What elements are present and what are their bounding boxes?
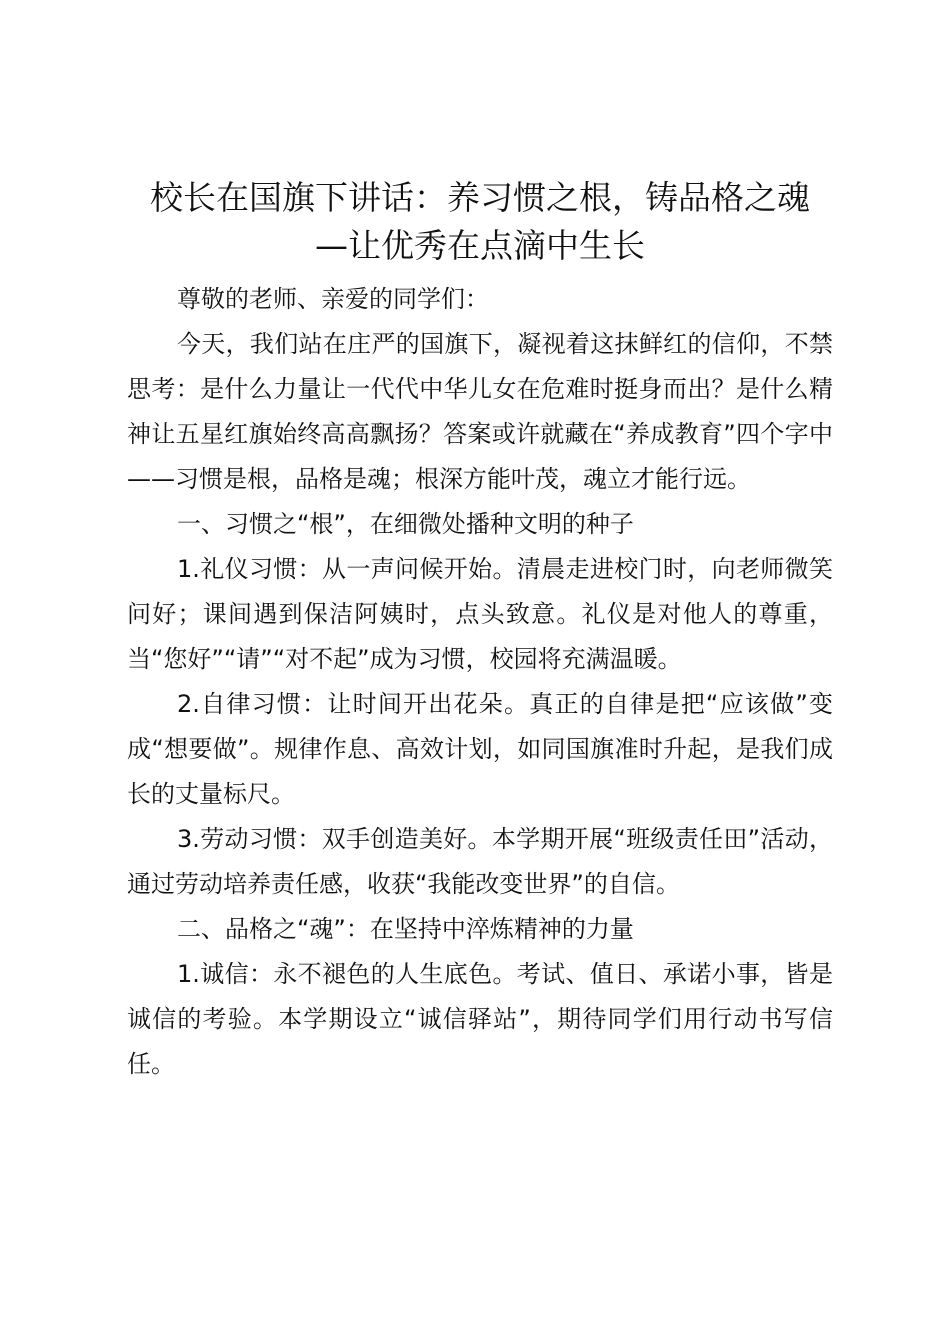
document-body xyxy=(127,277,833,1087)
salutation: 尊敬的老师、亲爱的同学们： xyxy=(177,285,489,313)
document-subtitle: —让优秀在点滴中生长 xyxy=(315,226,645,265)
paragraph-etiquette: 1.礼仪习惯：从一声问候开始。清晨走进校门时，向老师微笑问好；课间遇到保洁阿姨时，点头致意。礼仪是对他人的尊重，当“您好”“请”“对不起”成为习惯，校园将充满温暖。 xyxy=(127,555,833,673)
section-heading-character: 二、品格之“魂”：在坚持中淬炼精神的力量 xyxy=(177,915,634,943)
section-heading-habits: 一、习惯之“根”，在细微处播种文明的种子 xyxy=(177,510,634,538)
paragraph-intro: 今天，我们站在庄严的国旗下，凝视着这抹鲜红的信仰，不禁思考：是什么力量让一代代中华儿女在危难时挺身而出？是什么精神让五星红旗始终高高飘扬？答案或许就藏在“养成教育”四个字中——习惯是根，品格是魂；根深方能叶茂，魂立才能行远。 xyxy=(127,330,833,493)
paragraph-labor: 3.劳动习惯：双手创造美好。本学期开展“班级责任田”活动，通过劳动培养责任感，收获“我能改变世界”的自信。 xyxy=(127,825,833,898)
paragraph-integrity: 1.诚信：永不褪色的人生底色。考试、值日、承诺小事，皆是诚信的考验。本学期设立“诚信驿站”，期待同学们用行动书写信任。 xyxy=(127,960,833,1078)
paragraph-self-discipline: 2.自律习惯：让时间开出花朵。真正的自律是把“应该做”变成“想要做”。规律作息、高效计划，如同国旗准时升起，是我们成长的丈量标尺。 xyxy=(127,690,833,808)
document-title: 校长在国旗下讲话：养习惯之根，铸品格之魂 xyxy=(150,178,810,217)
